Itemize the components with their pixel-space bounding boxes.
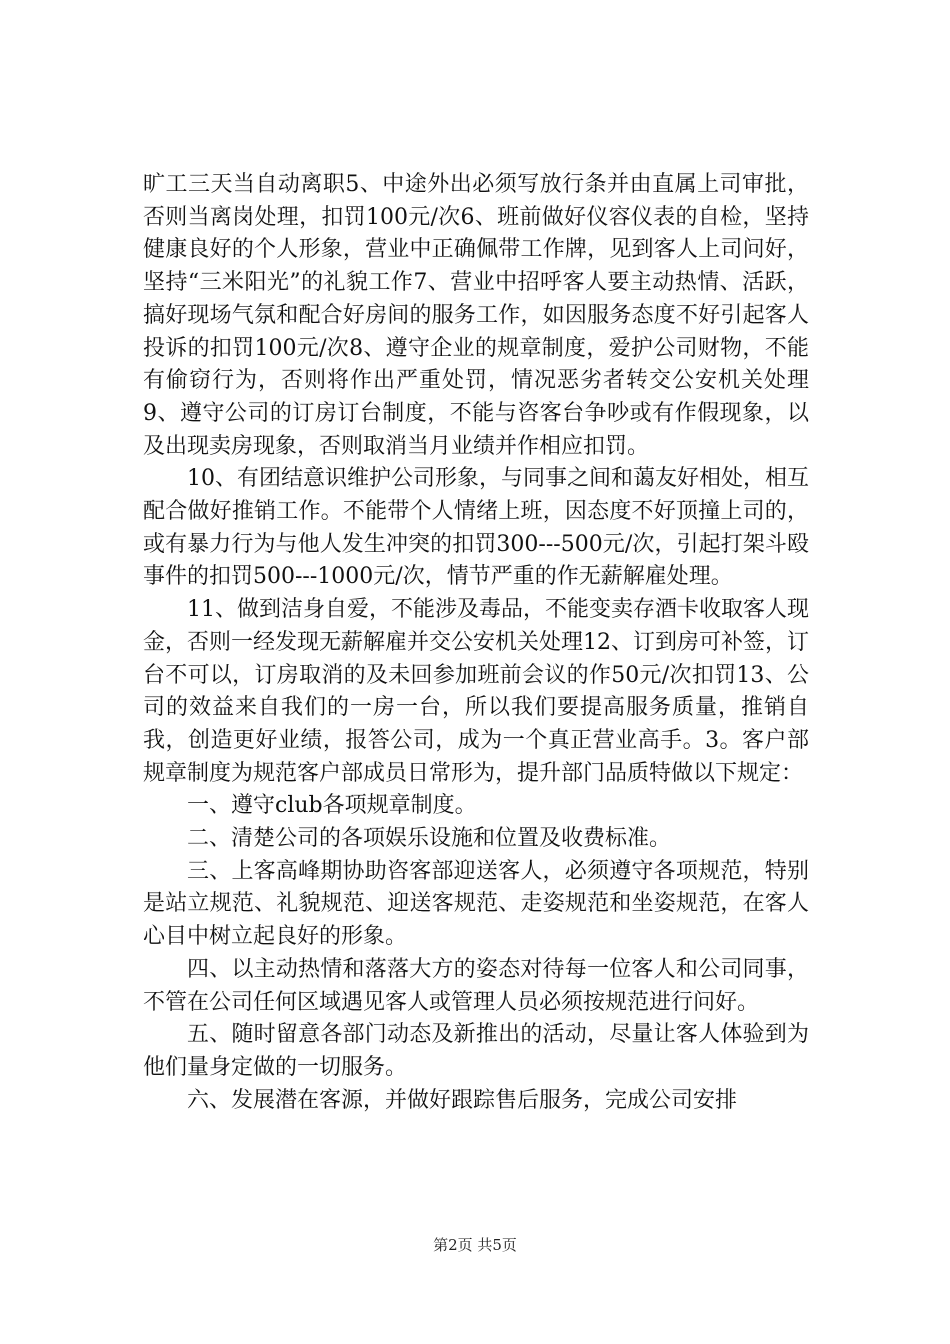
paragraph-3: 11、做到洁身自爱，不能涉及毒品，不能变卖存酒卡收取客人现金，否则一经发现无薪解雇并交公安机关处理12、订到房可补签，订台不可以，订房取消的及未回参加班前会议的作50元/次扣罚13、公司的效益来自我们的一房一台，所以我们要提高服务质量，推销自我，创造更好业绩，报答公司，成为一个真正营业高手。3。客户部规章制度为规范客户部成员日常形为，提升部门品质特做以下规定： xyxy=(143,597,809,786)
paragraph-6: 三、上客高峰期协助咨客部迎送客人，必须遵守各项规范，特别是站立规范、礼貌规范、迎送客规范、走姿规范和坐姿规范，在客人心目中树立起良好的形象。 xyxy=(143,858,809,950)
paragraph-4: 一、遵守club各项规章制度。 xyxy=(187,793,477,819)
paragraph-2: 10、有团结意识维护公司形象，与同事之间和蔼友好相处，相互配合做好推销工作。不能带个人情绪上班，因态度不好顶撞上司的，或有暴力行为与他人发生冲突的扣罚300---500元/次，引起打架斗殴事件的扣罚500---1000元/次，情节严重的作无薪解雇处理。 xyxy=(143,466,809,590)
document-body xyxy=(143,169,809,1117)
paragraph-5: 二、清楚公司的各项娱乐设施和位置及收费标准。 xyxy=(187,826,672,852)
paragraph-1: 旷工三天当自动离职5、中途外出必须写放行条并由直属上司审批，否则当离岗处理，扣罚100元/次6、班前做好仪容仪表的自检，坚持健康良好的个人形象，营业中正确佩带工作牌，见到客人上司问好，坚持“三米阳光”的礼貌工作7、营业中招呼客人要主动热情、活跃，搞好现场气氛和配合好房间的服务工作，如因服务态度不好引起客人投诉的扣罚100元/次8、遵守企业的规章制度，爱护公司财物，不能有偷窃行为，否则将作出严重处罚，情况恶劣者转交公安机关处理9、遵守公司的订房订台制度，不能与咨客台争吵或有作假现象，以及出现卖房现象，否则取消当月业绩并作相应扣罚。 xyxy=(143,172,809,459)
paragraph-7: 四、以主动热情和落落大方的姿态对待每一位客人和公司同事，不管在公司任何区域遇见客人或管理人员必须按规范进行问好。 xyxy=(143,956,809,1015)
paragraph-8: 五、随时留意各部门动态及新推出的活动，尽量让客人体验到为他们量身定做的一切服务。 xyxy=(143,1022,809,1080)
page-number-footer: 第2页 共5页 xyxy=(433,1236,517,1254)
paragraph-9: 六、发展潜在客源，并做好跟踪售后服务，完成公司安排 xyxy=(187,1087,738,1113)
